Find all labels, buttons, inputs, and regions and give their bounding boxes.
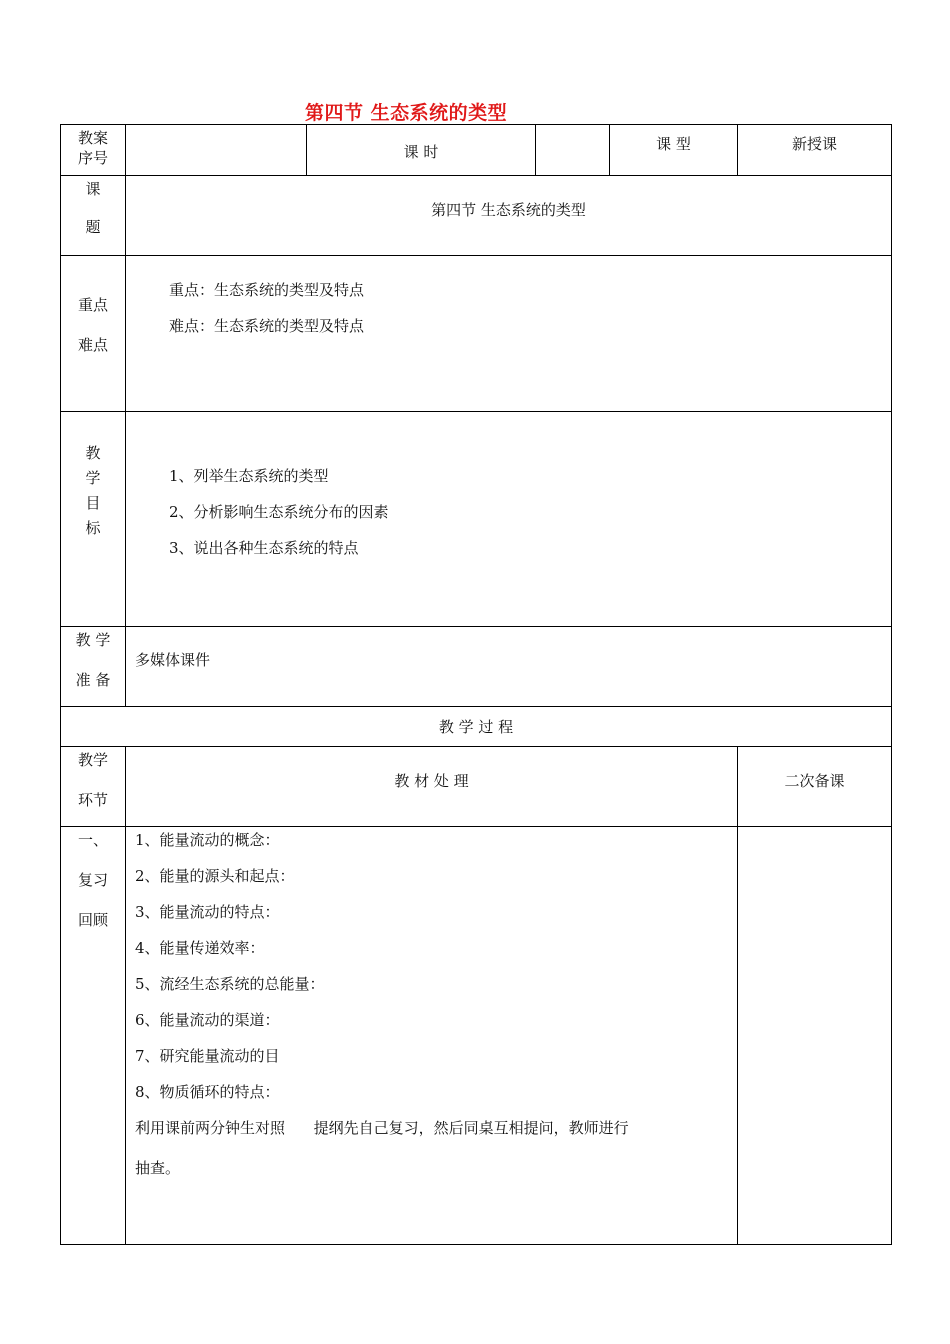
page-title: 第四节 生态系统的类型 xyxy=(305,102,508,124)
goals-row xyxy=(61,412,892,627)
notes-header: 二次备课 xyxy=(738,747,892,827)
lesson-plan-table xyxy=(60,124,892,1245)
key-points-content xyxy=(126,256,892,412)
material-header: 教 材 处 理 xyxy=(126,747,738,827)
difficult-point-text: 难点：生态系统的类型及特点 xyxy=(169,317,365,335)
stage1-row xyxy=(61,827,892,1245)
review-item: 6、能量流动的渠道： xyxy=(135,1011,280,1029)
stage-label: 教学 环节 xyxy=(61,747,126,827)
stage1-label: 一、 复习 回顾 xyxy=(61,827,126,1245)
topic-row xyxy=(61,176,892,256)
goals-content xyxy=(126,412,892,627)
case-no-value xyxy=(126,125,307,176)
type-value: 新授课 xyxy=(738,125,892,176)
topic-value: 第四节 生态系统的类型 xyxy=(126,176,892,256)
goals-label: 教 学 目 标 xyxy=(61,412,126,627)
stage-header-row xyxy=(61,747,892,827)
header-row xyxy=(61,125,892,176)
review-item: 5、流经生态系统的总能量： xyxy=(135,975,325,993)
goal-item: 3、说出各种生态系统的特点 xyxy=(169,539,359,557)
topic-label: 课 题 xyxy=(61,176,126,256)
key-points-label: 重点 难点 xyxy=(61,256,126,412)
stage1-content xyxy=(126,827,738,1245)
period-label: 课 时 xyxy=(307,125,536,176)
type-label: 课 型 xyxy=(610,125,738,176)
process-header: 教 学 过 程 xyxy=(61,707,892,747)
key-points-row xyxy=(61,256,892,412)
review-item: 1、能量流动的概念： xyxy=(135,831,280,849)
review-item: 8、物质循环的特点： xyxy=(135,1083,280,1101)
goal-item: 2、分析影响生态系统分布的因素 xyxy=(169,503,389,521)
goal-item: 1、列举生态系统的类型 xyxy=(169,467,329,485)
review-item: 7、研究能量流动的目 xyxy=(135,1047,280,1065)
stage1-notes xyxy=(738,827,892,1245)
prep-label: 教 学 准 备 xyxy=(61,627,126,707)
review-item: 4、能量传递效率： xyxy=(135,939,265,957)
review-instruction: 利用课前两分钟生对照 提纲先自己复习，然后同桌互相提问，教师进行 xyxy=(135,1119,629,1137)
prep-row xyxy=(61,627,892,707)
prep-value: 多媒体课件 xyxy=(126,627,892,707)
review-instruction-end: 抽查。 xyxy=(135,1159,181,1177)
review-item: 3、能量流动的特点： xyxy=(135,903,280,921)
period-value xyxy=(536,125,610,176)
case-no-label: 教案 序号 xyxy=(61,125,126,176)
review-item: 2、能量的源头和起点： xyxy=(135,867,295,885)
process-header-row xyxy=(61,707,892,747)
key-point-text: 重点：生态系统的类型及特点 xyxy=(169,281,365,299)
